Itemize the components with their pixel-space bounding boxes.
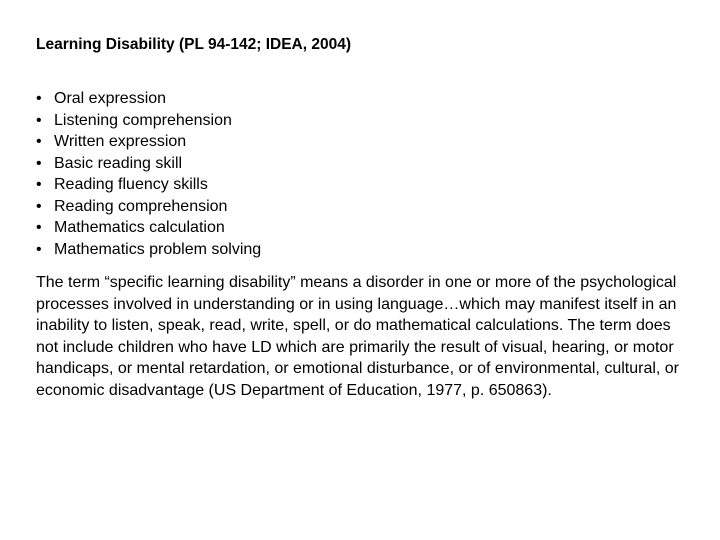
bullet-text: Mathematics problem solving [54,240,262,258]
slide-title: Learning Disability (PL 94-142; IDEA, 2004) [36,36,351,53]
bullet-marker: • [36,154,42,172]
bullet-text: Listening comprehension [54,111,232,129]
bullet-text: Mathematics calculation [54,219,225,236]
bullet-marker: • [36,240,42,258]
bullet-text: Oral expression [54,90,167,107]
bullet-text: Reading fluency skills [54,176,208,193]
bullet-marker: • [36,197,42,215]
bullet-marker: • [36,111,42,129]
bullet-marker: • [36,176,42,193]
bullet-marker: • [36,90,42,107]
bullet-text: Written expression [54,133,187,150]
definition-paragraph: The term “specific learning disability” means a disorder in one or more of the psychological processes involved in understanding or in using language…which may manifest itself in an inability to listen, speak, read, write, spell, or do mathematical calculations. The term does not include children who have LD which are primarily the result of visual, hearing, or motor handicaps, or mental retardation, or emotional disturbance, or of environmental, cultural, or economic disadvantage (US Department of Education, 1977, p. 650863). [36,274,680,399]
bullet-text: Reading comprehension [54,197,228,215]
bullet-marker: • [36,133,42,150]
bullet-marker: • [36,219,42,236]
bullet-text: Basic reading skill [54,154,183,172]
